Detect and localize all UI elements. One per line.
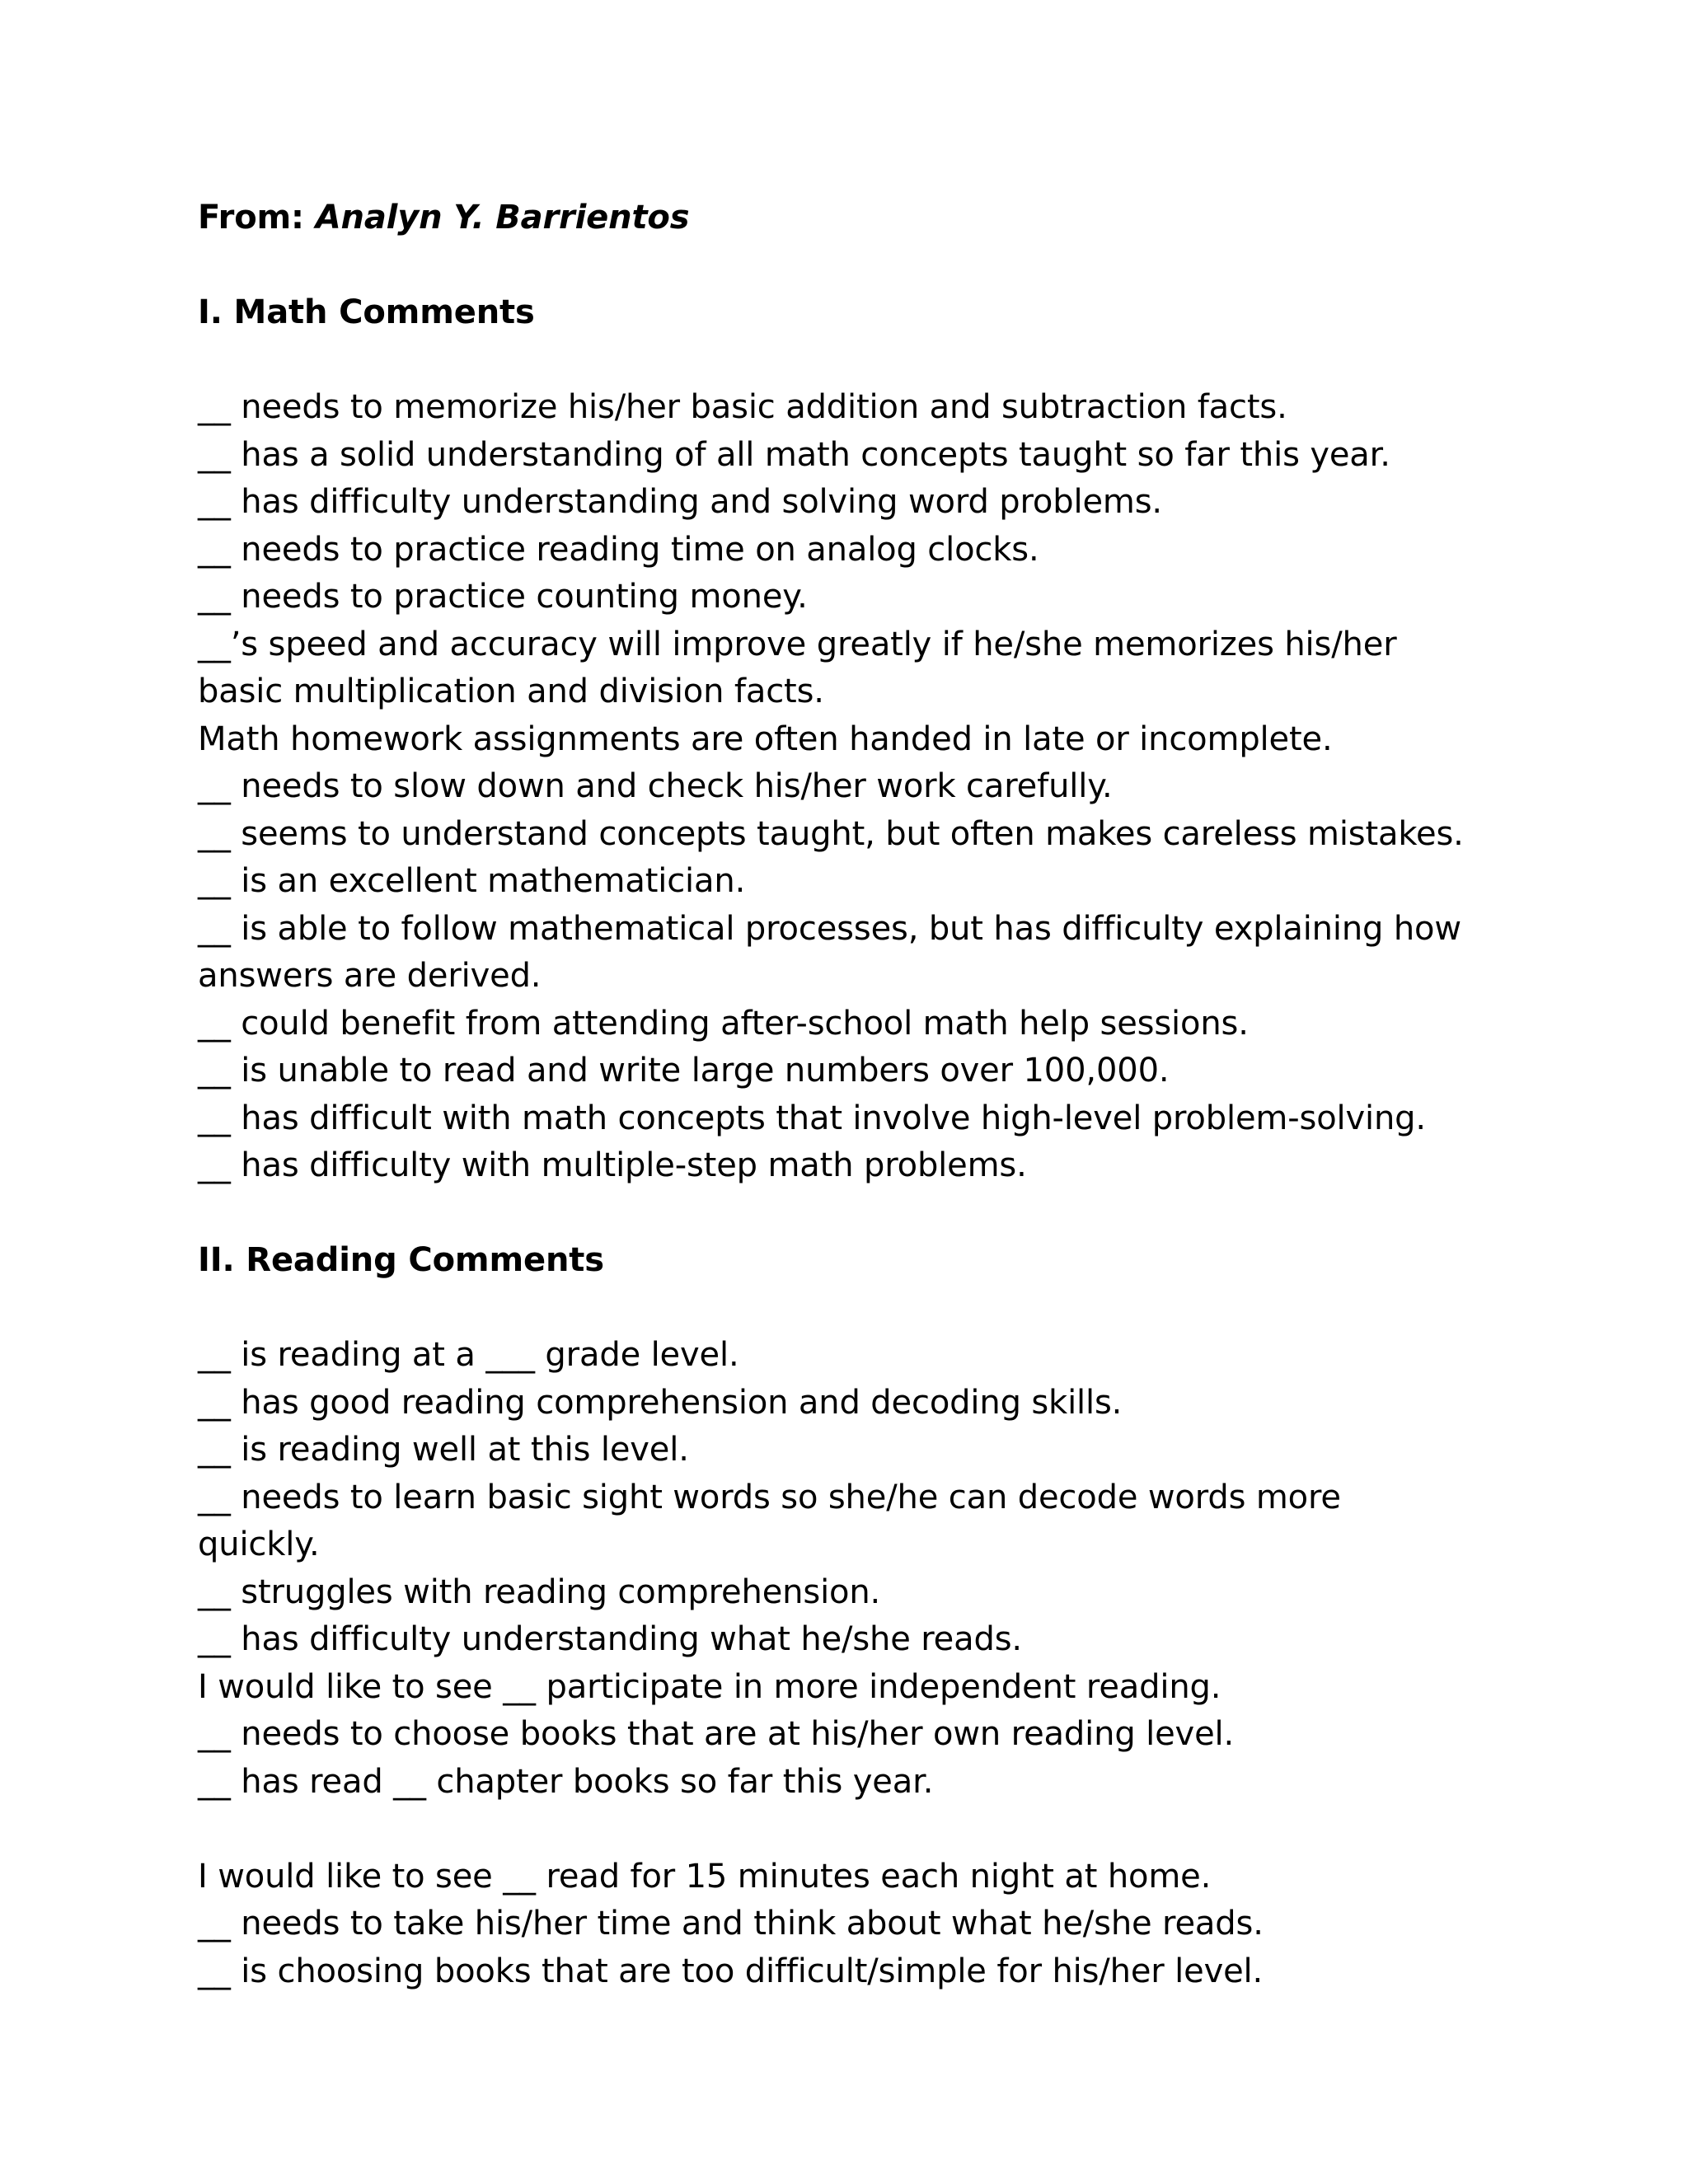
from-name: Analyn Y. Barrientos xyxy=(315,199,690,237)
reading-comment-2: __ has good reading comprehension and decoding skills. xyxy=(198,1383,1123,1422)
paragraph-gap xyxy=(198,1806,1467,1854)
math-comment-11: __ is able to follow mathematical processes, but has difficulty explaining how answers are derived. xyxy=(198,909,1461,995)
reading-comment-continued-1: I would like to see __ read for 15 minutes each night at home. xyxy=(198,1857,1212,1896)
math-comment-5: __ needs to practice counting money. xyxy=(198,578,808,616)
math-comment-6: __’s speed and accuracy will improve greatly if he/she memorizes his/her basic multiplication and division facts. xyxy=(198,625,1397,710)
section-heading-math: I. Math Comments xyxy=(198,293,535,331)
math-comment-8: __ needs to slow down and check his/her work carefully. xyxy=(198,767,1113,805)
from-line xyxy=(198,194,1467,242)
reading-comment-8: __ needs to choose books that are at his/her own reading level. xyxy=(198,1715,1235,1753)
math-comment-9: __ seems to understand concepts taught, but often makes careless mistakes. xyxy=(198,814,1464,853)
document-body xyxy=(198,194,1467,1995)
reading-comment-9: __ has read __ chapter books so far this year. xyxy=(198,1762,934,1801)
reading-comment-1: __ is reading at a ___ grade level. xyxy=(198,1336,739,1374)
reading-comment-continued-2: __ needs to take his/her time and think about what he/she reads. xyxy=(198,1905,1264,1943)
reading-comment-6: __ has difficulty understanding what he/she reads. xyxy=(198,1620,1023,1658)
reading-comment-list xyxy=(198,1332,1467,1806)
math-comment-4: __ needs to practice reading time on analog clocks. xyxy=(198,530,1039,569)
reading-comment-continued-3: __ is choosing books that are too difficult/simple for his/her level. xyxy=(198,1952,1264,1990)
from-label: From: xyxy=(198,199,304,237)
reading-comment-5: __ struggles with reading comprehension. xyxy=(198,1572,881,1611)
reading-comment-4: __ needs to learn basic sight words so she/he can decode words more quickly. xyxy=(198,1478,1341,1563)
math-comment-10: __ is an excellent mathematician. xyxy=(198,862,746,900)
reading-comment-7: I would like to see __ participate in more independent reading. xyxy=(198,1667,1221,1706)
math-comment-1: __ needs to memorize his/her basic addition and subtraction facts. xyxy=(198,388,1287,426)
math-comment-12: __ could benefit from attending after-school math help sessions. xyxy=(198,1004,1249,1043)
reading-comment-3: __ is reading well at this level. xyxy=(198,1431,689,1469)
math-comment-13: __ is unable to read and write large numbers over 100,000. xyxy=(198,1052,1170,1090)
math-comment-2: __ has a solid understanding of all math concepts taught so far this year. xyxy=(198,435,1390,474)
math-comment-14: __ has difficult with math concepts that involve high-level problem-solving. xyxy=(198,1099,1426,1137)
math-comment-3: __ has difficulty understanding and solving word problems. xyxy=(198,483,1162,521)
math-comment-15: __ has difficulty with multiple-step math problems. xyxy=(198,1146,1027,1184)
math-comment-list xyxy=(198,384,1467,1190)
reading-comment-list-continued xyxy=(198,1854,1467,1996)
section-heading-reading: II. Reading Comments xyxy=(198,1241,604,1279)
math-comment-7: Math homework assignments are often handed in late or incomplete. xyxy=(198,719,1333,758)
